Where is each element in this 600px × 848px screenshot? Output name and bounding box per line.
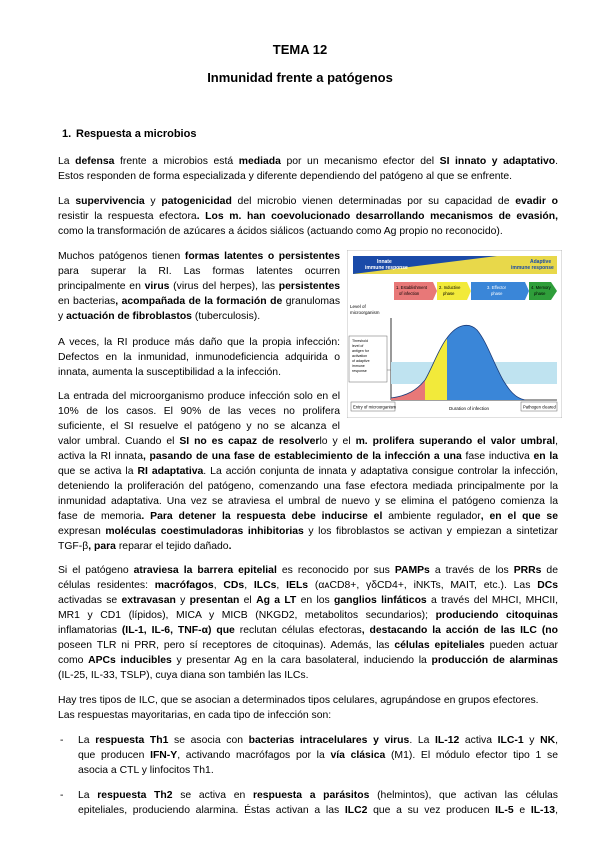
- bold-term: respuesta Th2: [97, 790, 173, 801]
- text-run: ,: [213, 580, 224, 591]
- list-item-line: [78, 748, 558, 764]
- threshold-label-7: response: [352, 369, 367, 373]
- text-run: Si el patógeno: [58, 565, 134, 576]
- bold-term: atraviesa la barrera epitelial: [133, 565, 277, 576]
- bold-term: m. prolifera superando el valor umbral: [355, 436, 556, 447]
- bold-term: DCs: [537, 580, 559, 591]
- bold-term: IL-12: [435, 735, 460, 746]
- paragraph-line: [58, 154, 558, 170]
- list-item-line: [78, 788, 558, 804]
- phase-2-label: 2. Inductive: [439, 285, 461, 290]
- paragraph-line: [58, 294, 340, 310]
- paragraph-line: Estos responden de forma especializada y diferente dependiendo del patógeno al que se enfrente.: [58, 171, 513, 182]
- text-run: del microbio vienen determinadas por su capacidad de: [231, 196, 516, 207]
- text-run: reparar el tejido dañado: [118, 541, 229, 552]
- bold-term: IL-13: [530, 805, 556, 816]
- paragraph-line: para superar la RI. Las formas latentes ocurren: [58, 266, 340, 277]
- text-run: se asocia con: [168, 735, 249, 746]
- bold-term: IL-5: [495, 805, 514, 816]
- text-run: a través del MHCI, MHCII,: [426, 595, 558, 606]
- threshold-label: Threshold: [352, 339, 368, 343]
- text-run: principalmente en: [58, 281, 145, 292]
- bold-term: PRRs: [513, 565, 542, 576]
- text-run: y presentar Ag en la cara basolateral, induciendo la: [171, 655, 432, 666]
- paragraph-line: 10% de los casos. El 90% de las veces no prolifera: [58, 406, 340, 417]
- bold-term: macrófagos: [154, 580, 214, 591]
- bold-term: producción de alarminas: [431, 655, 558, 666]
- innate-label: Innate: [377, 259, 392, 265]
- y-axis-label-2: microorganism: [350, 310, 380, 315]
- bold-term: virus: [144, 281, 170, 292]
- paragraph-line: [58, 608, 558, 624]
- section-label: Respuesta a microbios: [76, 128, 197, 140]
- text-run: inflamatorias: [58, 625, 117, 636]
- paragraph-line: [58, 279, 340, 295]
- text-run: por un mecanismo efector del: [280, 156, 440, 167]
- bold-term: , para: [88, 541, 119, 552]
- text-run: el: [239, 595, 257, 606]
- paragraph-line: [58, 434, 558, 450]
- phase-3-label-2: phase: [491, 291, 503, 296]
- threshold-label-2: level of: [352, 344, 364, 348]
- bold-term: (IL-1, IL-6, TNF-α) que: [116, 625, 240, 636]
- text-run: (tuberculosis).: [191, 311, 261, 322]
- paragraph-line: [58, 194, 558, 210]
- text-run: valor umbral. Cuando el: [58, 436, 180, 447]
- paragraph-line: La entrada del microorganismo produce infección solo en el: [58, 391, 340, 402]
- bold-term: defensa: [75, 156, 115, 167]
- text-run: y: [144, 196, 162, 207]
- bold-term: SI no es capaz de resolver: [179, 436, 320, 447]
- bold-term: , destacando la acción de las ILC (no: [361, 625, 558, 636]
- bold-term: .: [228, 541, 232, 552]
- threshold-label-6: immune: [352, 364, 365, 368]
- bold-term: patogenicidad: [161, 196, 232, 207]
- text-run: La: [78, 790, 98, 801]
- infection-diagram: [347, 250, 562, 418]
- bold-term: supervivencia: [75, 196, 145, 207]
- text-run: poseen TLR ni PRR, pero sí receptores de citoquinas). Además, las: [58, 640, 395, 651]
- adaptive-label: Adaptive: [530, 259, 552, 265]
- bold-term: NK: [540, 735, 556, 746]
- text-run: y: [58, 311, 67, 322]
- phase-2-label-2: phase: [443, 291, 455, 296]
- text-run: ,: [555, 436, 558, 447]
- paragraph-line: [58, 653, 558, 669]
- bold-term: células epiteliales: [394, 640, 485, 651]
- text-run: en los: [296, 595, 335, 606]
- bold-term: SI innato y adaptativo: [439, 156, 556, 167]
- text-run: (helmintos), que activan las células: [369, 790, 558, 801]
- text-run: pueden actuar: [484, 640, 559, 651]
- text-run: de: [541, 565, 558, 576]
- text-run: fase inductiva: [465, 451, 530, 462]
- bold-term: presentan: [189, 595, 240, 606]
- text-run: resistir la respuesta efectora: [58, 211, 197, 222]
- text-run: La: [78, 735, 96, 746]
- document-subtitle: Inmunidad frente a patógenos: [207, 70, 393, 85]
- text-run: y: [175, 595, 190, 606]
- x-axis-label: Duration of infection: [449, 406, 490, 411]
- text-run: MR1 y CD1 (lípidos), MICA y MICB (NKGD2, metabolitos secundarios);: [58, 610, 436, 621]
- bold-term: ganglios linfáticos: [334, 595, 427, 606]
- list-item-line: asocia a CTL y linfocitos Th1.: [78, 765, 214, 776]
- bold-term: ILC2: [344, 805, 368, 816]
- bold-term: persistentes: [278, 281, 341, 292]
- phase-3-label: 3. Effector: [487, 285, 507, 290]
- bold-term: mediada: [238, 156, 281, 167]
- text-run: e: [513, 805, 531, 816]
- bold-term: evadir o: [515, 196, 558, 207]
- paragraph-line: [58, 593, 558, 609]
- text-run: se activa en: [172, 790, 253, 801]
- text-run: frente a microbios está: [114, 156, 239, 167]
- infection-phases-figure: [347, 250, 562, 418]
- paragraph-line: deteniendo la proliferación del patógeno, comenzando una fase efectora mediada principalmente por la: [58, 481, 558, 492]
- bold-term: IELs: [286, 580, 309, 591]
- text-run: y los fibroblastos se activan y empiezan a sintetizar: [303, 526, 558, 537]
- text-run: .: [555, 156, 558, 167]
- text-run: . La acción conjunta de innata y adaptativa consigue controlar la infección,: [203, 466, 558, 477]
- paragraph-line: inmunidad adaptativa. Una vez se atraviesa el umbral de nuevo y se elimina el patógeno comienza la: [58, 496, 558, 507]
- paragraph-line: [58, 539, 558, 555]
- text-run: La: [58, 156, 76, 167]
- bold-term: actuación de fibroblastos: [66, 311, 192, 322]
- bold-term: ILC-1: [497, 735, 524, 746]
- document-title: TEMA 12: [272, 42, 328, 57]
- bold-term: vía clásica: [330, 750, 386, 761]
- bold-term: IFN-Y: [150, 750, 178, 761]
- text-run: que a su vez producen: [367, 805, 496, 816]
- bold-term: moléculas coestimuladoras inhibitorias: [105, 526, 304, 537]
- paragraph-line: [58, 509, 558, 525]
- text-run: (M1). El módulo efector tipo 1 se: [385, 750, 558, 761]
- paragraph-line: como la transformación de azúcares a ácidos siálicos (actuando como Ag propio no reconocido).: [58, 226, 503, 237]
- cleared-label: Pathogen cleared: [523, 404, 556, 410]
- paragraph-line: [58, 524, 558, 540]
- text-run: es reconocido por sus: [276, 565, 395, 576]
- section-number: 1.: [62, 128, 72, 140]
- text-run: expresan: [58, 526, 106, 537]
- bold-term: RI adaptativa: [137, 466, 204, 477]
- bold-term: CDs: [223, 580, 245, 591]
- paragraph-line: Las respuestas mayoritarias, en cada tipo de infección son:: [58, 710, 332, 721]
- text-run: reclutan células efectoras: [239, 625, 362, 636]
- bold-term: formas latentes o persistentes: [184, 251, 340, 262]
- paragraph-line: innata, aumenta la susceptibilidad a la infección.: [58, 367, 281, 378]
- paragraph-line: [58, 578, 558, 594]
- paragraph-line: suficiente, el SI resuelve el patógeno y no se alcanza el: [58, 421, 340, 432]
- phase-1-label-2: of infection: [399, 291, 420, 296]
- y-axis-label: Level of: [350, 304, 366, 309]
- bold-term: . Para detener la respuesta debe inducirse el: [141, 511, 389, 522]
- text-run: . La: [409, 735, 435, 746]
- text-run: fase de memoria: [58, 511, 142, 522]
- innate-label-2: immune response: [365, 265, 408, 271]
- adaptive-label-2: immune response: [511, 265, 554, 271]
- bold-term: . Los m. han coevolucionado desarrollando mecanismos de evasión,: [196, 211, 558, 222]
- text-run: activadas se: [58, 595, 122, 606]
- threshold-label-5: of adaptive: [352, 359, 370, 363]
- section-heading: [62, 128, 196, 140]
- text-run: y: [523, 735, 541, 746]
- paragraph-line: A veces, la RI produce más daño que la propia infección:: [58, 337, 340, 348]
- paragraph-line: [58, 563, 558, 579]
- bold-term: Ag a LT: [256, 595, 297, 606]
- text-run: activa: [459, 735, 498, 746]
- text-run: La: [58, 196, 76, 207]
- text-run: ambiente regulador: [388, 511, 481, 522]
- text-run: que se activa la: [58, 466, 138, 477]
- paragraph-line: [58, 449, 558, 465]
- paragraph-line: [58, 249, 340, 265]
- paragraph-line: Hay tres tipos de ILC, que se asocian a determinados tipos celulares, agrupándose en grupos efectores.: [58, 695, 539, 706]
- paragraph-line: [58, 638, 558, 654]
- text-run: como: [58, 655, 89, 666]
- paragraph-line: [58, 464, 558, 480]
- text-run: epiteliales, produciendo alarmina. Éstas activan a las: [78, 805, 345, 816]
- bold-term: , pasando de una fase de establecimiento de la infección a una: [142, 451, 466, 462]
- text-run: (virus del herpes), las: [169, 281, 279, 292]
- bold-term: APCs inducibles: [88, 655, 172, 666]
- threshold-label-3: antigen for: [352, 349, 369, 353]
- text-run: en bacterias: [58, 296, 116, 307]
- bold-term: ILCs: [253, 580, 277, 591]
- bold-term: produciendo citoquinas: [435, 610, 558, 621]
- bold-term: en la: [529, 451, 558, 462]
- text-run: granulomas: [285, 296, 341, 307]
- list-item-line: [78, 803, 558, 819]
- text-run: que producen: [78, 750, 151, 761]
- text-run: ,: [555, 735, 558, 746]
- phase-4-label-2: phase: [534, 291, 546, 296]
- bold-term: respuesta Th1: [95, 735, 169, 746]
- paragraph-line: [58, 209, 558, 225]
- bold-term: , acompañada de la formación de: [115, 296, 286, 307]
- text-run: ,: [555, 805, 558, 816]
- list-dash: -: [60, 790, 64, 801]
- text-run: ,: [276, 580, 287, 591]
- phase-4-label: 4. Memory: [531, 285, 551, 290]
- text-run: Muchos patógenos tienen: [58, 251, 185, 262]
- text-run: (αᴀCD8+, γδCD4+, iNKTs, MAIT, etc.). Las: [308, 580, 538, 591]
- paragraph-line: [58, 309, 340, 325]
- text-run: a través de los: [429, 565, 514, 576]
- list-item-line: [78, 733, 558, 749]
- entry-label: Entry of microorganism: [353, 404, 397, 410]
- text-run: lo y el: [319, 436, 356, 447]
- bold-term: extravasan: [121, 595, 176, 606]
- text-run: activa la RI innata: [58, 451, 143, 462]
- paragraph-line: [58, 623, 558, 639]
- bold-term: , en el que se: [480, 511, 558, 522]
- text-run: , activando macrófagos por la: [177, 750, 331, 761]
- bold-term: respuesta a parásitos: [252, 790, 370, 801]
- paragraph-line: Defectos en la inmunidad, inmunodeficiencia adquirida o: [58, 352, 340, 363]
- text-run: ,: [244, 580, 254, 591]
- threshold-label-4: activation: [352, 354, 368, 358]
- text-run: células residentes:: [58, 580, 155, 591]
- list-dash: -: [60, 735, 64, 746]
- text-run: TGF-β: [58, 541, 89, 552]
- bold-term: bacterias intracelulares y virus: [248, 735, 410, 746]
- phase-1-label: 1. Establishment: [396, 285, 427, 290]
- bold-term: PAMPs: [394, 565, 430, 576]
- paragraph-line: (IL-25, IL-33, TSLP), cuya diana son también las ILCs.: [58, 670, 309, 681]
